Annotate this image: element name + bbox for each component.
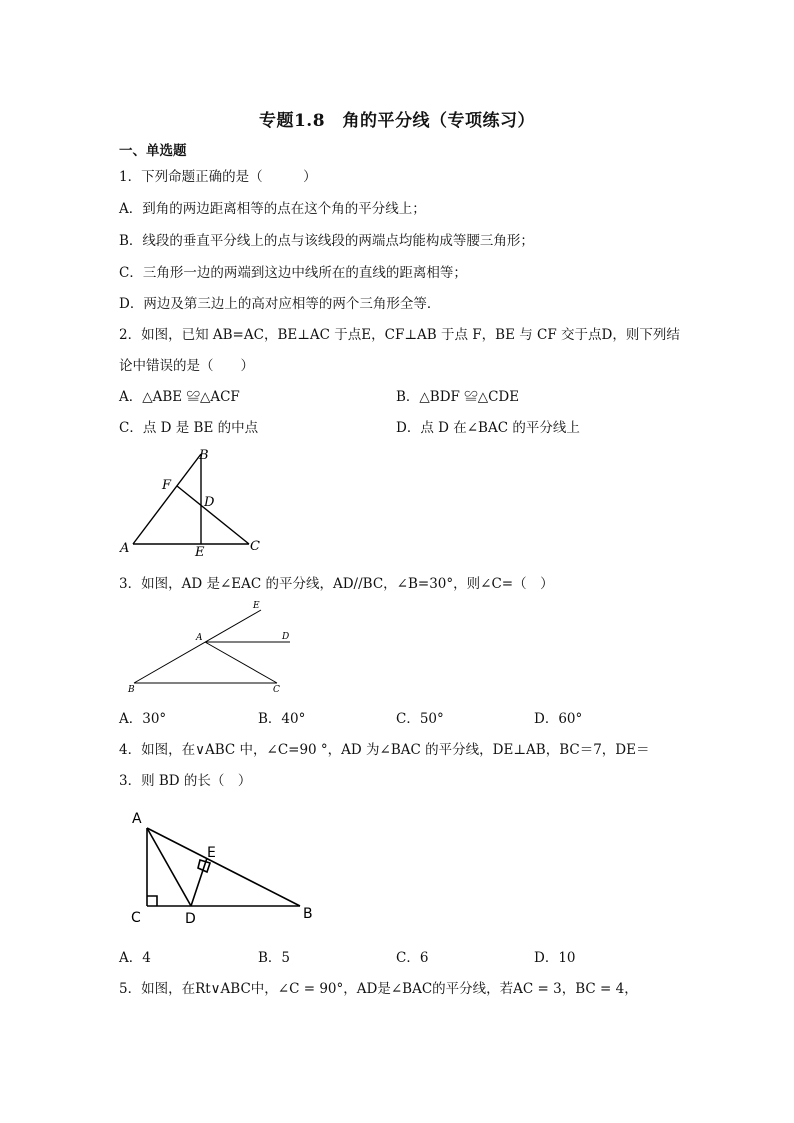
q3-figure xyxy=(120,598,300,698)
q3-label-c: C xyxy=(273,685,280,695)
q5-stem: 5．如图，在Rt∨ABC中，∠C = 90°，AD是∠BAC的平分线，若AC = 3，BC = 4， xyxy=(119,981,638,997)
q1-option-c: C．三角形一边的两端到这边中线所在的直线的距离相等； xyxy=(119,265,467,281)
q2-label-c: C xyxy=(250,539,260,554)
q4-option-d: D．10 xyxy=(534,950,576,966)
q2-figure xyxy=(110,442,280,560)
q2-label-a: A xyxy=(120,541,130,556)
q1-option-b: B．线段的垂直平分线上的点与该线段的两端点均能构成等腰三角形； xyxy=(119,233,534,249)
q2-label-b: B xyxy=(199,448,209,463)
q3-label-a: A xyxy=(196,633,203,643)
q2-stem-line1: 2．如图，已知 AB=AC，BE⊥AC 于点E，CF⊥AB 于点 F，BE 与 CF 交于点D，则下列结 xyxy=(119,327,680,343)
q4-stem-line1: 4．如图，在∨ABC 中，∠C=90 °，AD 为∠BAC 的平分线，DE⊥AB，BC＝7，DE＝ xyxy=(119,742,650,758)
q1-option-d: D．两边及第三边上的高对应相等的两个三角形全等． xyxy=(119,296,441,312)
q4-label-c: C xyxy=(131,910,141,926)
q3-stem: 3．如图，AD 是∠EAC 的平分线，AD//BC，∠B=30°，则∠C=（ ） xyxy=(119,576,554,592)
q3-option-d: D．60° xyxy=(534,711,583,727)
q4-label-b: B xyxy=(303,906,313,922)
q2-option-a: A．△ABE ≌△ACF xyxy=(119,389,240,405)
q4-option-b: B．5 xyxy=(258,950,291,966)
q2-label-f: F xyxy=(162,478,172,493)
q2-label-d: D xyxy=(204,495,215,510)
q3-label-b: B xyxy=(128,685,135,695)
q2-option-c: C．点 D 是 BE 的中点 xyxy=(119,420,259,436)
q4-label-a: A xyxy=(132,811,142,827)
q3-option-c: C．50° xyxy=(396,711,444,727)
q3-option-a: A．30° xyxy=(119,711,167,727)
q4-label-d: D xyxy=(185,911,196,927)
q4-label-e: E xyxy=(207,845,216,861)
q2-option-b: B．△BDF ≌△CDE xyxy=(396,389,520,405)
q3-label-d: D xyxy=(282,632,290,642)
q1-option-a: A．到角的两边距离相等的点在这个角的平分线上； xyxy=(119,201,426,217)
q2-stem-line2: 论中错误的是（ ） xyxy=(119,358,254,374)
page-title: 专题1.8 角的平分线（专项练习） xyxy=(258,111,536,131)
q2-label-e: E xyxy=(195,545,205,560)
section-heading: 一、单选题 xyxy=(119,143,187,159)
q4-stem-line2: 3．则 BD 的长（ ） xyxy=(119,773,252,789)
q4-option-c: C．6 xyxy=(396,950,429,966)
q3-label-e: E xyxy=(253,601,260,611)
q3-option-b: B．40° xyxy=(258,711,306,727)
q4-figure xyxy=(125,805,325,930)
q4-option-a: A．4 xyxy=(119,950,151,966)
q2-option-d: D．点 D 在∠BAC 的平分线上 xyxy=(396,420,580,436)
q1-stem: 1．下列命题正确的是（ ） xyxy=(119,169,317,185)
